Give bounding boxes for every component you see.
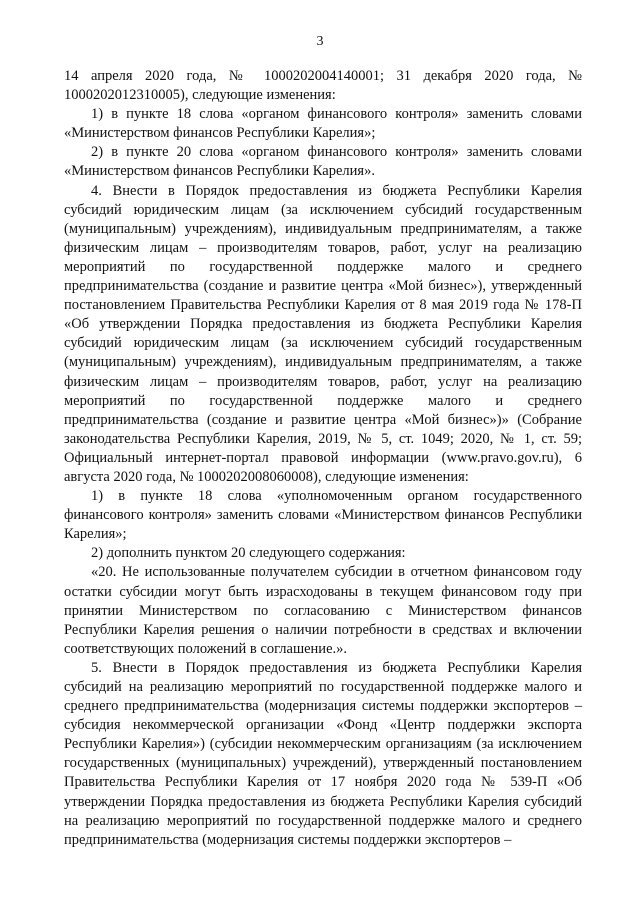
- document-body: [64, 67, 582, 850]
- paragraph-continuation: 14 апреля 2020 года, № 1000202004140001; 31 декабря 2020 года, № 1000202012310005), следующие изменения:: [64, 68, 582, 104]
- page-number: 3: [316, 34, 324, 49]
- paragraph-section-4-item-1: 1) в пункте 18 слова «уполномоченным органом государственного финансового контроля» заменить словами «Министерством финансов Республики Карелия»;: [64, 488, 582, 543]
- paragraph-quoted-clause-20: «20. Не использованные получателем субсидии в отчетном финансовом году остатки субсидии могут быть израсходованы в текущем финансовом году при принятии Министерством по согласованию с Министерством финансов Республики Карелия решения о наличии потребности в средствах и включении соответствующих положений в соглашение.».: [64, 564, 582, 657]
- paragraph-section-4: 4. Внести в Порядок предоставления из бюджета Республики Карелия субсидий юридическим лицам (за исключением субсидий государственным (муниципальным) учреждениям), индивидуальным предпринимателям, а также физическим лицам – производителям товаров, работ, услуг на реализацию мероприятий по государственной поддержке малого и среднего предпринимательства (создание и развитие центра «Мой бизнес»), утвержденный постановлением Правительства Республики Карелия от 8 мая 2019 года № 178-П «Об утверждении Порядка предоставления из бюджета Республики Карелия субсидий юридическим лицам (за исключением субсидий государственным (муниципальным) учреждениям), индивидуальным предпринимателям, а также физическим лицам – производителям товаров, работ, услуг на реализацию мероприятий по государственной поддержке малого и среднего предпринимательства (создание и развитие центра «Мой бизнес»)» (Собрание законодательства Республики Карелия, 2019, № 5, ст. 1049; 2020, № 1, ст. 59; Официальный интернет-портал правовой информации (www.pravo.gov.ru), 6 августа 2020 года, № 1000202008060008), следующие изменения:: [64, 182, 582, 485]
- paragraph-item-1: 1) в пункте 18 слова «органом финансового контроля» заменить словами «Министерством финансов Республики Карелия»;: [64, 106, 582, 142]
- paragraph-section-4-item-2: 2) дополнить пунктом 20 следующего содержания:: [91, 545, 406, 562]
- paragraph-item-2: 2) в пункте 20 слова «органом финансового контроля» заменить словами «Министерством финансов Республики Карелия».: [64, 144, 582, 180]
- paragraph-section-5: 5. Внести в Порядок предоставления из бюджета Республики Карелия субсидий на реализацию мероприятий по государственной поддержке малого и среднего предпринимательства (модернизация системы поддержки экспортеров – субсидия некоммерческой организации «Фонд «Центр поддержки экспорта Республики Карелия») (субсидии некоммерческим организациям (за исключением государственных (муниципальных) учреждений), утвержденный постановлением Правительства Республики Карелия от 17 ноября 2020 года № 539-П «Об утверждении Порядка предоставления из бюджета Республики Карелия субсидий на реализацию мероприятий по государственной поддержке малого и среднего предпринимательства (модернизация системы поддержки экспортеров –: [64, 659, 582, 848]
